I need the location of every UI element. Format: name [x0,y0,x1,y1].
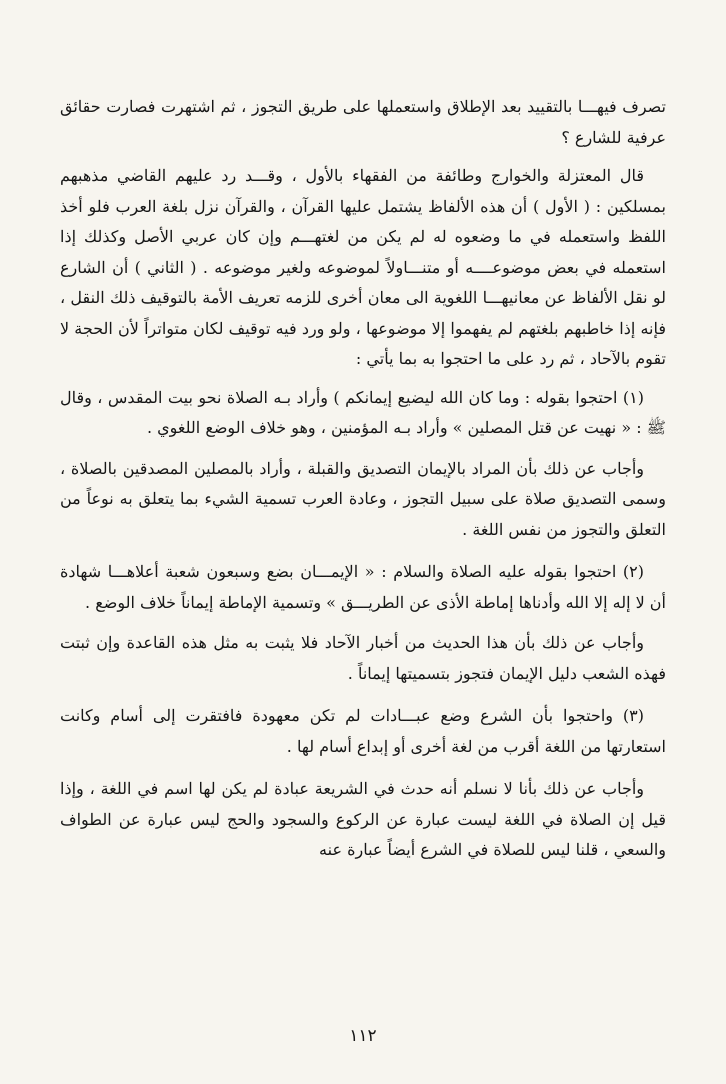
paragraph-reply-2: وأجاب عن ذلك بأن هذا الحديث من أخبار الآحاد فلا يثبت به مثل هذه القاعدة وإن ثبتت فهذه الشعب دليل الإيمان فتجوز بتسميتها إيماناً . [60,633,666,683]
paragraph-reply-3: وأجاب عن ذلك بأنا لا نسلم أنه حدث في الشريعة عبادة لم يكن لها اسم في اللغة ، وإذا قيل إن الصلاة في اللغة ليست عبارة عن الركوع والسجود والحج ليس عبارة عن الطواف والسعي ، قلنا ليس للصلاة في الشرع أيضاً عبارة عنه [60,779,666,859]
paragraph-mutazila-view: قال المعتزلة والخوارج وطائفة من الفقهاء بالأول ، وقـــد رد عليهم القاضي مذهبهم بمسلكين : ( الأول ) أن هذه الألفاظ يشتمل عليها القرآن ، والقرآن نزل بلغة العرب فلو أخذ اللفظ واستعمله في ما وضعوه له لم يكن من لغتهـــم وإن كان عربي الأصل وكذلك إذا استعمله في بعض موضوعــــه أو متنـــاولاً لموضوعه ولغير موضوعه . ( الثاني ) أن الشارع لو نقل الألفاظ عن معانيهـــا اللغوية الى معان أخرى للزمه تعريف الأمة بالتوقيف ذلك النقل ، فإنه إذا خاطبهم بلغتهم لم يفهموا إلا موضوعها ، ولو ورد فيه توقيف لكان متواتراً لأن الحجة لا تقوم بالآحاد ، ثم رد على ما احتجوا به بما يأتي : [60,166,667,368]
paragraph-argument-2: (٢) احتجوا بقوله عليه الصلاة والسلام : « الإيمـــان بضع وسبعون شعبة أعلاهـــا شهادة أن لا إله إلا الله وأدناها إماطة الأذى عن الطريـــق » وتسمية الإماطة إيماناً خلاف الوضع . [60,562,666,612]
paragraph-argument-3: (٣) واحتجوا بأن الشرع وضع عبـــادات لم تكن معهودة فافتقرت إلى أسام وكانت استعارتها من اللغة أقرب من لغة أخرى أو إبداع أسام لها . [60,706,666,756]
paragraph-argument-1: (١) احتجوا بقوله : وما كان الله ليضيع إيمانكم ) وأراد بـه الصلاة نحو بيت المقدس ، وقال ﷺ : « نهيت عن قتل المصلين » وأراد بـه المؤمنين ، وهو خلاف الوضع اللغوي . [60,387,666,437]
page-number: ١١٢ [349,1026,377,1046]
paragraph-reply-1: وأجاب عن ذلك بأن المراد بالإيمان التصديق والقبلة ، وأراد بالمصلين المصدقين بالصلاة ، وسمى التصديق صلاة على سبيل التجوز ، وعادة العرب تسمية الشيء بما يتعلق به نوعاً من التعلق والتجوز من نفس اللغة . [60,458,667,539]
paragraph-continuation: تصرف فيهـــا بالتقييد بعد الإطلاق واستعملها على طريق التجوز ، ثم اشتهرت فصارت حقائق عرفية للشارع ؟ [60,97,666,147]
